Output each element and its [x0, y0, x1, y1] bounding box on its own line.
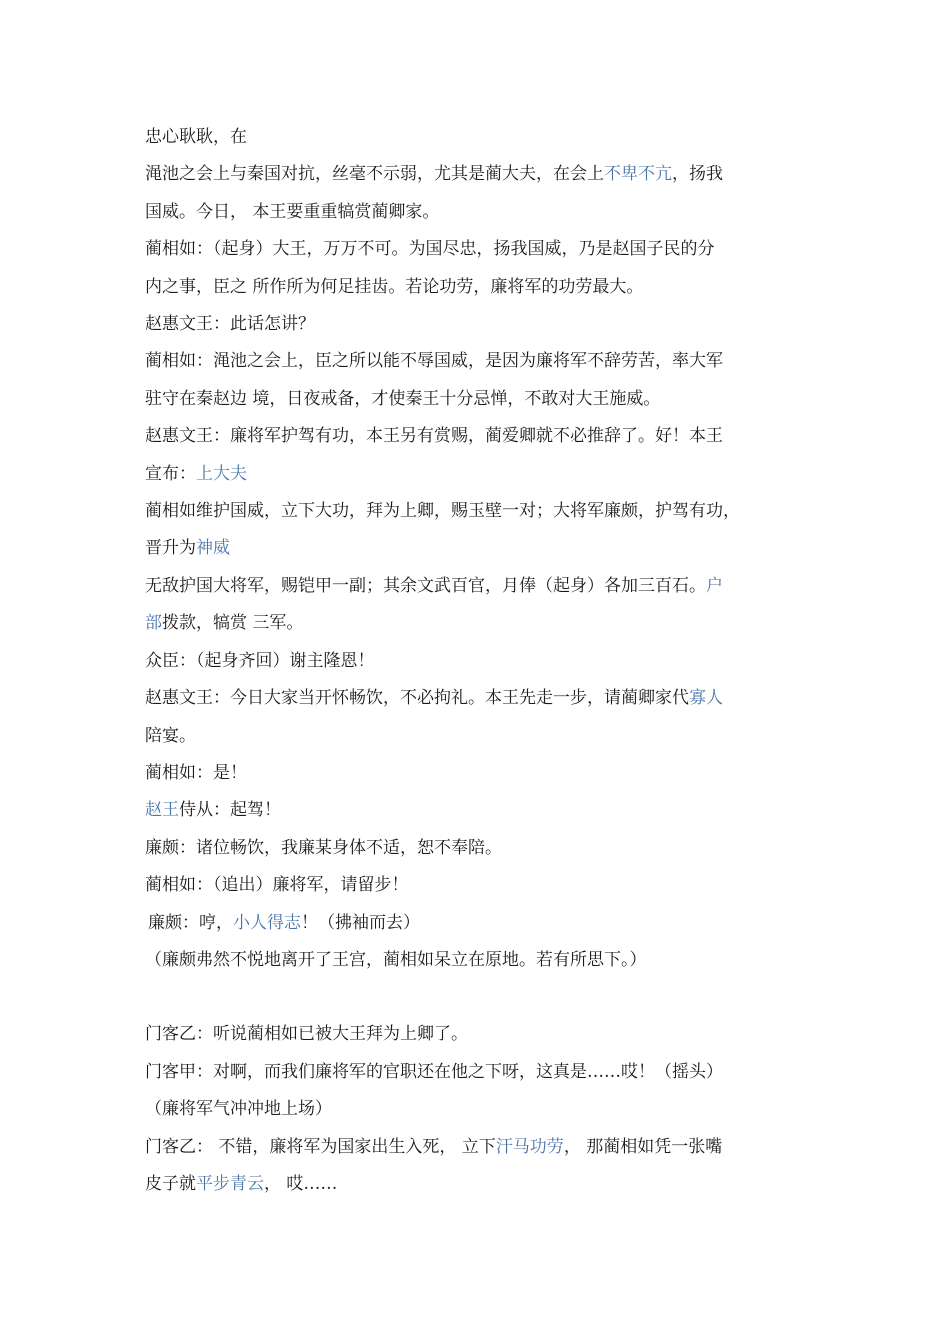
highlighted-phrase: 赵王: [145, 800, 179, 821]
line-text: 蔺相如：是！: [145, 762, 247, 783]
script-text-body: [145, 119, 825, 1203]
line-text: 内之事，臣之 所作所为何足挂齿。若论功劳，廉将军的功劳最大。: [145, 276, 644, 297]
line-text: 忠心耿耿，在: [145, 127, 247, 147]
script-line: [145, 343, 825, 380]
line-text: ， 那蔺相如凭一张嘴: [563, 1136, 723, 1157]
line-text: ！（拂袖而去）: [301, 912, 420, 933]
line-text: 廉颇：哼，: [148, 912, 233, 933]
script-line: [145, 194, 825, 231]
highlighted-phrase: 不卑不亢: [604, 164, 672, 185]
script-line: [145, 867, 825, 904]
highlighted-phrase: 部: [145, 613, 162, 634]
script-line: [145, 1129, 825, 1166]
script-line: [145, 718, 825, 755]
line-text: 蔺相如：渑池之会上，臣之所以能不辱国威，是因为廉将军不辞劳苦，率大军: [145, 351, 723, 372]
script-line: [145, 269, 825, 306]
highlighted-phrase: 平步青云: [196, 1173, 264, 1194]
script-line: [145, 792, 825, 829]
script-line: [145, 905, 825, 942]
script-line: [145, 605, 825, 642]
script-line: [145, 381, 825, 418]
highlighted-phrase: 寡人: [689, 688, 723, 709]
script-line: [145, 530, 825, 567]
line-text: 廉颇：诸位畅饮，我廉某身体不适，恕不奉陪。: [145, 837, 502, 858]
script-line: [145, 1091, 825, 1128]
script-line: [145, 830, 825, 867]
highlighted-phrase: 户: [706, 575, 723, 596]
line-text: 渑池之会上与秦国对抗，丝毫不示弱，尤其是蔺大夫，在会上: [145, 164, 604, 185]
script-line: [145, 1054, 825, 1091]
line-text: （廉将军气冲冲地上场）: [145, 1099, 332, 1120]
line-text: 蔺相如：（追出）廉将军，请留步！: [145, 875, 409, 896]
line-text: 门客甲：对啊，而我们廉将军的官职还在他之下呀，这真是……哎！（摇头）: [145, 1061, 723, 1082]
line-text: 众臣：（起身齐回）谢主隆恩！: [145, 650, 375, 671]
blank-line: [145, 979, 825, 1016]
line-text: 赵惠文王：廉将军护驾有功，本王另有赏赐，蔺爱卿就不必推辞了。好！本王: [145, 426, 723, 447]
line-text: 晋升为: [145, 538, 196, 559]
script-line: [145, 418, 825, 455]
script-line: [145, 306, 825, 343]
script-line: [145, 643, 825, 680]
line-text: 皮子就: [145, 1173, 196, 1194]
script-line: [145, 493, 825, 530]
line-text: 赵惠文王：此话怎讲？: [145, 314, 315, 335]
line-text: 门客乙： 不错，廉将军为国家出生入死， 立下: [145, 1136, 496, 1157]
line-text: 国威。今日， 本王要重重犒赏蔺卿家。: [145, 201, 440, 222]
highlighted-phrase: 上大夫: [196, 463, 247, 484]
line-text: ， 哎……: [264, 1173, 338, 1194]
line-text: 蔺相如：（起身）大王，万万不可。为国尽忠，扬我国威，乃是赵国子民的分: [145, 239, 715, 260]
highlighted-phrase: 小人得志: [233, 912, 301, 933]
script-line: [145, 156, 825, 193]
line-text: （廉颇弗然不悦地离开了王宫，蔺相如呆立在原地。若有所思下。）: [145, 949, 647, 970]
line-text: 拨款，犒赏 三军。: [162, 613, 304, 634]
highlighted-phrase: 汗马功劳: [495, 1136, 564, 1157]
script-line: [145, 755, 825, 792]
line-text: 门客乙：听说蔺相如已被大王拜为上卿了。: [145, 1024, 468, 1045]
line-text: 驻守在秦赵边 境，日夜戒备，才使秦王十分忌惮，不敢对大王施威。: [145, 388, 661, 409]
script-line: [145, 568, 825, 605]
line-text: 蔺相如维护国威，立下大功，拜为上卿，赐玉壁一对；大将军廉颇，护驾有功，: [145, 501, 740, 522]
script-line: [145, 119, 825, 156]
script-line: [145, 231, 825, 268]
script-line: [145, 1016, 825, 1053]
highlighted-phrase: 神威: [196, 538, 230, 559]
line-text: 宣布：: [145, 463, 196, 484]
script-line: [145, 1166, 825, 1203]
script-line: [145, 456, 825, 493]
line-text: 赵惠文王：今日大家当开怀畅饮，不必拘礼。本王先走一步，请蔺卿家代: [145, 688, 689, 709]
script-line: [145, 680, 825, 717]
line-text: ，扬我: [672, 164, 723, 185]
line-text: 无敌护国大将军，赐铠甲一副；其余文武百官，月俸（起身）各加三百石。: [145, 575, 706, 596]
line-text: 陪宴。: [145, 725, 196, 746]
script-line: [145, 942, 825, 979]
line-text: 侍从：起驾！: [179, 800, 281, 821]
